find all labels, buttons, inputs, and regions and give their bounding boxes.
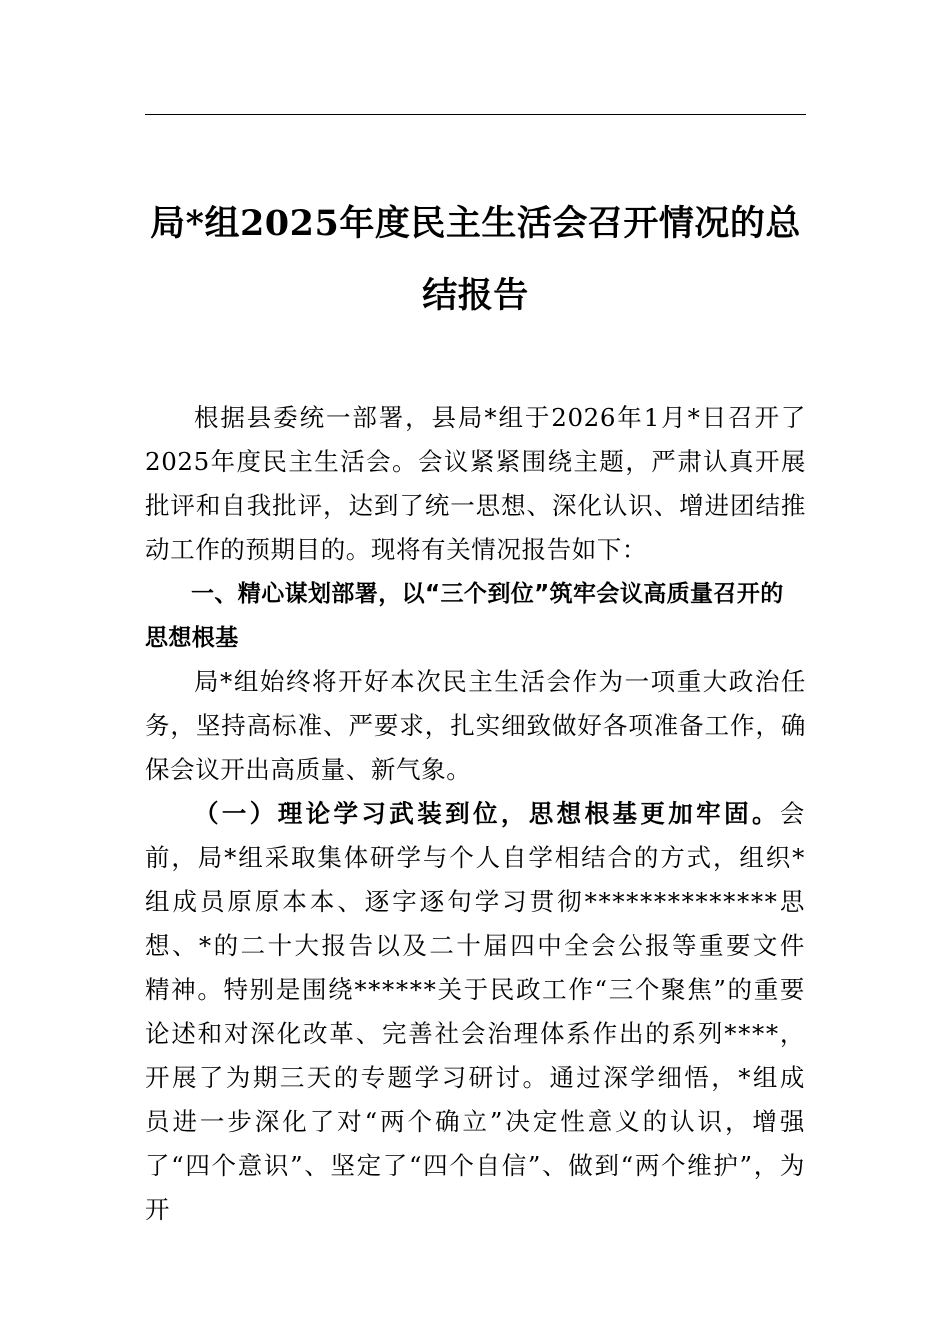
section-1-intro-paragraph: 局*组始终将开好本次民主生活会作为一项重大政治任务，坚持高标准、严要求，扎实细致做好各项准备工作，确保会议开出高质量、新气象。 [145,667,806,784]
header-rule [145,114,806,115]
subsection-1-lead: （一）理论学习武装到位，思想根基更加牢固。 [194,799,780,828]
intro-paragraph: 根据县委统一部署，县局*组于2026年1月*日召开了2025年度民主生活会。会议紧紧围绕主题，严肃认真开展批评和自我批评，达到了统一思想、深化认识、增进团结推动工作的预期目的。现将有关情况报告如下： [145,403,806,564]
document-body [145,396,806,1232]
document-title [145,188,806,332]
document-title-line-1: 局*组2025年度民主生活会召开情况的总 [150,203,801,244]
section-1-heading: 一、精心谋划部署，以“三个到位”筑牢会议高质量召开的思想根基 [145,581,784,651]
subsection-1-body: 会前，局*组采取集体研学与个人自学相结合的方式，组织*组成员原原本本、逐字逐句学习贯彻**************思想、*的二十大报告以及二十届四中全会公报等重要文件精神。特别是围绕******关于民政工作“三个聚焦”的重要论述和对深化改革、完善社会治理体系作出的系列****，开展了为期三天的专题学习研讨。通过深学细悟，*组成员进一步深化了对“两个确立”决定性意义的认识，增强了“四个意识”、坚定了“四个自信”、做到“两个维护”，为开 [145,799,806,1224]
subsection-1-paragraph [145,792,806,1232]
document-title-line-2: 结报告 [422,275,529,316]
